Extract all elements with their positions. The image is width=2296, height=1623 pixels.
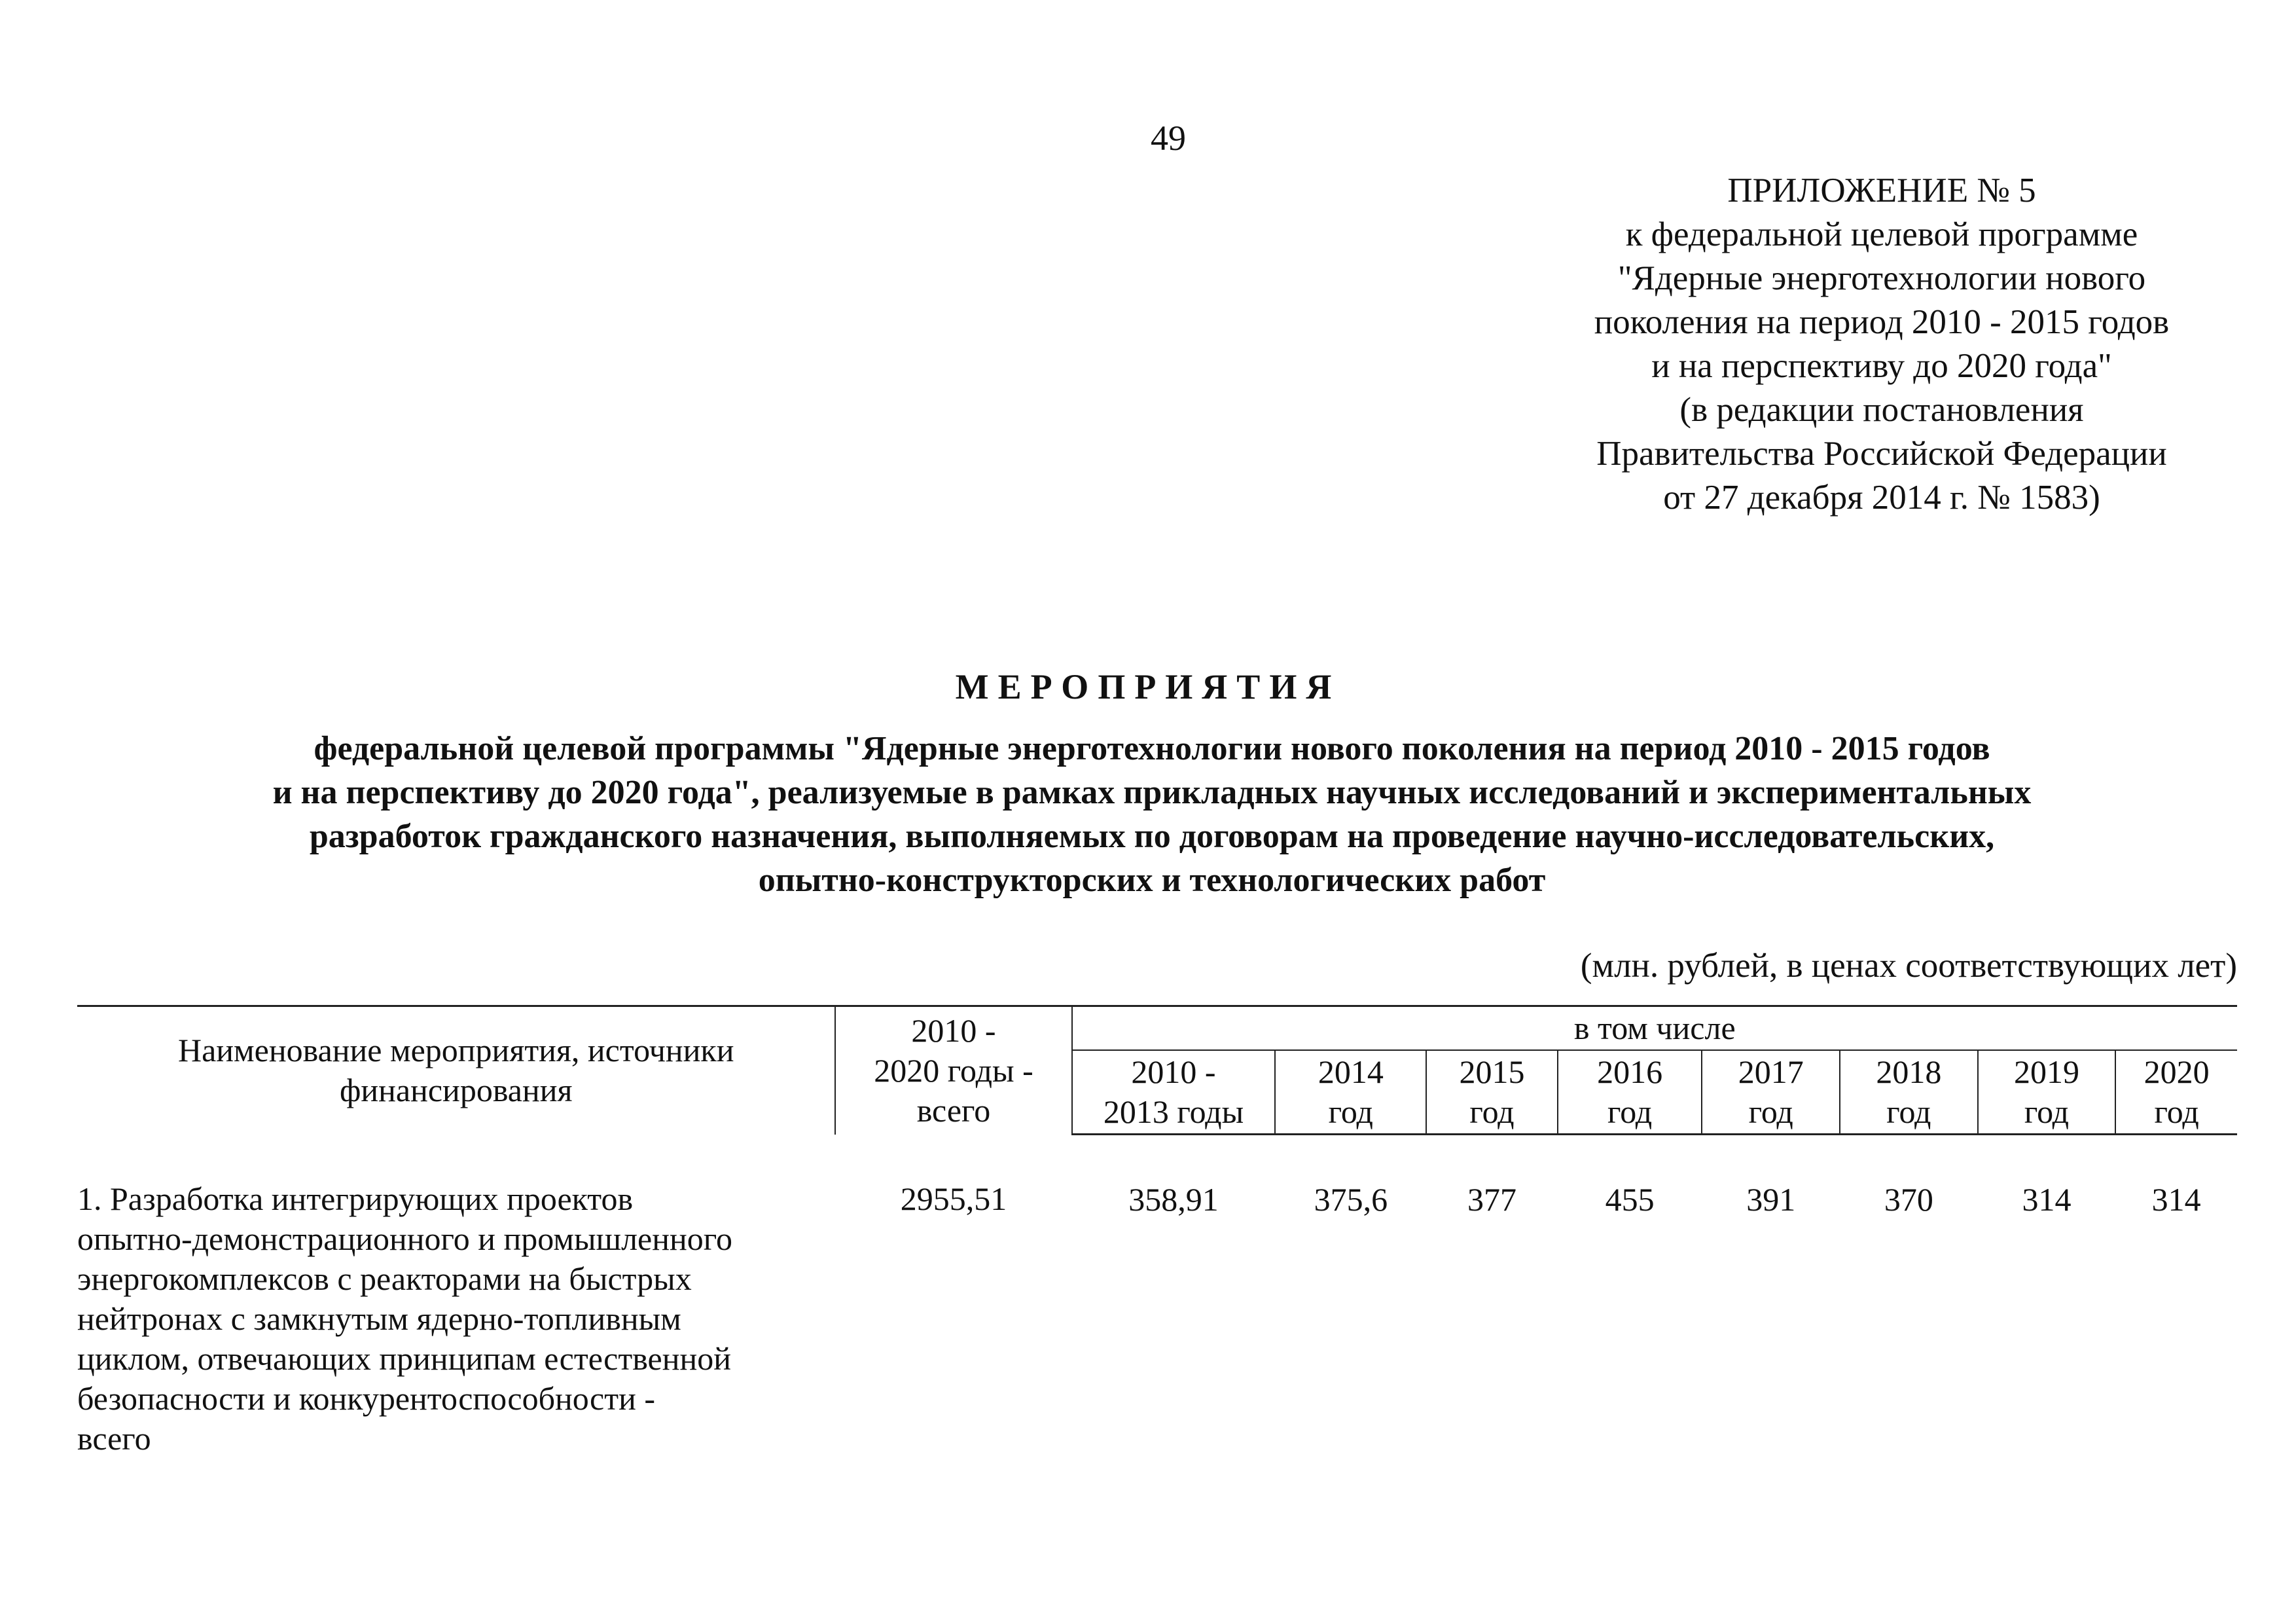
appendix-line: Правительства Российской Федерации — [1596, 435, 2167, 473]
measure-name-line: энергокомплексов с реакторами на быстрых — [77, 1260, 692, 1297]
header-text: 2015 — [1459, 1053, 1525, 1090]
header-text: 2010 - — [911, 1012, 996, 1049]
header-text: всего — [916, 1091, 991, 1129]
header-year-column — [1702, 1050, 1840, 1135]
appendix-line: поколения на период 2010 - 2015 годов — [1594, 303, 2170, 341]
appendix-line: (в редакции постановления — [1679, 391, 2084, 429]
appendix-line: "Ядерные энерготехнологии нового — [1617, 259, 2146, 297]
measure-name-line: опытно-демонстрационного и промышленного — [77, 1220, 733, 1257]
year-value-cell: 375,6 — [1314, 1181, 1388, 1218]
header-year-column — [1072, 1050, 1276, 1135]
measures-table — [77, 1005, 2237, 1459]
header-total-column — [835, 1006, 1071, 1135]
subtitle-line: федеральной целевой программы "Ядерные энерготехнологии нового поколения на период 2010 - 2015 годов — [314, 730, 1990, 767]
year-value-cell: 455 — [1605, 1181, 1655, 1218]
year-value-cell: 358,91 — [1128, 1181, 1219, 1218]
header-year-column — [1840, 1050, 1978, 1135]
document-subtitle — [118, 727, 2186, 902]
header-text: год — [1328, 1093, 1373, 1130]
document-heading: МЕРОПРИЯТИЯ — [955, 667, 1341, 706]
measure-name-line: безопасности и конкурентоспособности - — [77, 1379, 656, 1417]
measure-name-line: нейтронах с замкнутым ядерно-топливным — [77, 1300, 681, 1337]
header-text: 2020 годы - — [874, 1051, 1033, 1089]
total-value-cell: 2955,51 — [900, 1180, 1007, 1217]
header-text: 2018 — [1876, 1053, 1942, 1090]
header-text: год — [1607, 1093, 1653, 1130]
measure-name-line: циклом, отвечающих принципам естественной — [77, 1340, 731, 1377]
subtitle-line: разработок гражданского назначения, выполняемых по договорам на проведение научно-исследовательских, — [309, 818, 1995, 855]
header-year-column — [1978, 1050, 2116, 1135]
header-text: Наименование мероприятия, источники — [177, 1032, 734, 1069]
appendix-line: ПРИЛОЖЕНИЕ № 5 — [1727, 172, 2036, 210]
appendix-line: и на перспективу до 2020 года" — [1651, 347, 2112, 385]
header-text: год — [1748, 1093, 1793, 1130]
appendix-block — [1473, 169, 2291, 520]
measure-name-line: всего — [77, 1419, 151, 1457]
header-text: 2013 годы — [1103, 1093, 1244, 1130]
header-text: год — [2154, 1093, 2199, 1130]
header-year-column — [1558, 1050, 1702, 1135]
header-text: 2020 — [2144, 1053, 2210, 1090]
year-value-cell: 314 — [2151, 1181, 2201, 1218]
appendix-line: к федеральной целевой программе — [1625, 215, 2138, 253]
subtitle-line: и на перспективу до 2020 года", реализуемые в рамках прикладных научных исследований и экспериментальных — [272, 774, 2032, 811]
header-text: 2014 — [1318, 1053, 1384, 1090]
appendix-line: от 27 декабря 2014 г. № 1583) — [1663, 479, 2100, 517]
header-year-column — [1275, 1050, 1426, 1135]
header-year-column — [2115, 1050, 2237, 1135]
header-text: 2016 — [1597, 1053, 1663, 1090]
header-text: год — [1469, 1093, 1515, 1130]
year-value-cell: 314 — [2022, 1181, 2072, 1218]
header-text: год — [1886, 1093, 1931, 1130]
header-year-column — [1426, 1050, 1558, 1135]
header-text: год — [2024, 1093, 2070, 1130]
header-name-column — [77, 1006, 835, 1135]
header-text: финансирования — [340, 1072, 573, 1109]
year-value-cell: 377 — [1467, 1181, 1516, 1218]
header-text: 2017 — [1738, 1053, 1804, 1090]
header-text: 2019 — [2013, 1053, 2079, 1090]
subtitle-line: опытно-конструкторских и технологических работ — [758, 862, 1546, 899]
header-group-label: в том числе — [1072, 1006, 2237, 1051]
units-note: (млн. рублей, в ценах соответствующих лет) — [1580, 947, 2237, 985]
year-value-cell: 391 — [1746, 1181, 1796, 1218]
year-value-cell: 370 — [1884, 1181, 1933, 1218]
table-row — [77, 1135, 2237, 1459]
header-text: 2010 - — [1131, 1053, 1216, 1090]
measure-name-cell — [77, 1135, 835, 1459]
measure-name-line: 1. Разработка интегрирующих проектов — [77, 1180, 634, 1217]
page-number: 49 — [1151, 119, 1186, 158]
